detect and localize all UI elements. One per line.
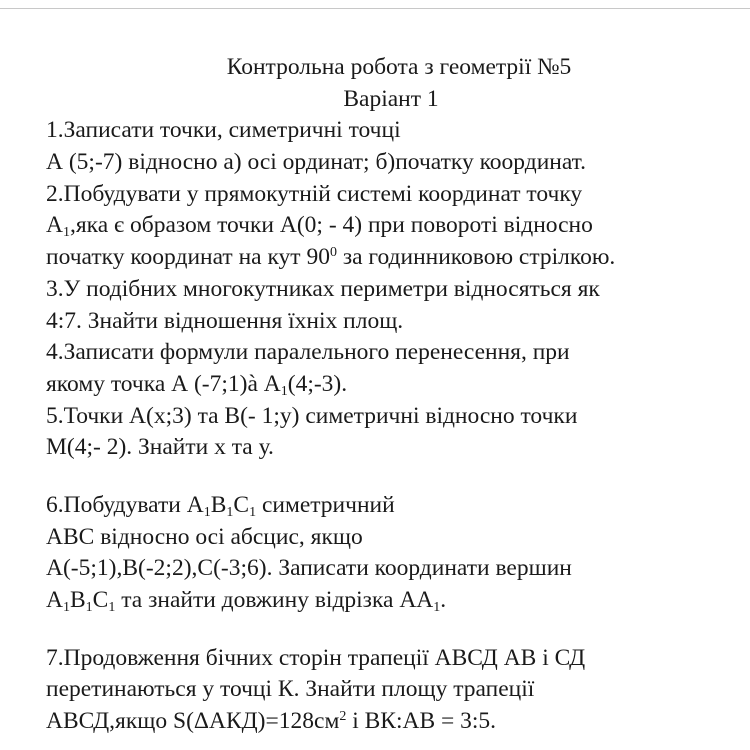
task-7-line-3 bbox=[46, 706, 736, 738]
test-document bbox=[46, 52, 736, 738]
text: А bbox=[46, 212, 63, 239]
text: . bbox=[440, 587, 447, 613]
text: 6.Побудувати А bbox=[46, 491, 204, 518]
text: і ВК:АВ = 3:5. bbox=[346, 708, 497, 735]
text: якому точка А (-7;1)à А bbox=[46, 370, 281, 397]
subscript: 1 bbox=[108, 600, 116, 615]
task-5-line-1: 5.Точки А(х;3) та В(- 1;у) симетричні відносно точки bbox=[46, 402, 578, 429]
task-4-line-2 bbox=[46, 369, 736, 401]
task-6-line-4 bbox=[46, 585, 736, 617]
task-7-line-1: 7.Продовження бічних сторін трапеції АВСД АВ і СД bbox=[46, 644, 586, 671]
subscript: 1 bbox=[249, 504, 257, 520]
superscript: 0 bbox=[329, 245, 337, 261]
subscript: 1 bbox=[85, 600, 93, 615]
task-7 bbox=[46, 643, 736, 738]
text: та знайти довжину відрізка АА bbox=[115, 587, 434, 613]
task-6-line-1 bbox=[46, 490, 736, 522]
task-6 bbox=[46, 490, 736, 617]
task-1-line-1: 1.Записати точки, симетричні точці bbox=[46, 117, 401, 144]
superscript: 2 bbox=[339, 709, 347, 725]
subscript: 1 bbox=[62, 600, 70, 615]
text: ,яка є образом точки А(0; - 4) при повороті відносно bbox=[69, 212, 593, 239]
task-1 bbox=[46, 115, 736, 178]
task-3-line-2: 4:7. Знайти відношення їхніх площ. bbox=[46, 307, 404, 334]
task-5 bbox=[46, 401, 736, 464]
task-7-line-2: перетинаються у точці К. Знайти площу трапеції bbox=[46, 676, 535, 703]
task-3 bbox=[46, 274, 736, 337]
text: С bbox=[92, 587, 109, 613]
task-1-line-2: А (5;-7) відносно а) осі ординат; б)початку координат. bbox=[46, 149, 587, 176]
text: за годинниковою стрілкою. bbox=[336, 244, 616, 271]
subscript: 1 bbox=[433, 600, 441, 615]
text: симетричний bbox=[256, 491, 395, 518]
task-2-line-2 bbox=[46, 210, 736, 242]
subscript: 1 bbox=[280, 383, 288, 399]
task-3-line-1: 3.У подібних многокутниках периметри відносяться як bbox=[46, 275, 600, 302]
variant-label: Варіант 1 bbox=[343, 85, 439, 112]
spacer bbox=[46, 464, 736, 490]
text: АВСД,якщо S(ΔАКД)=128см bbox=[46, 708, 340, 735]
document-title: Контрольна робота з геометрії №5 bbox=[226, 54, 572, 80]
text: В bbox=[210, 491, 227, 518]
text: А bbox=[46, 587, 63, 613]
task-4 bbox=[46, 337, 736, 400]
task-5-line-2: М(4;- 2). Знайти х та у. bbox=[46, 434, 274, 461]
subscript: 1 bbox=[226, 504, 234, 520]
spacer bbox=[46, 617, 736, 643]
subscript: 1 bbox=[203, 504, 211, 520]
text: (4;-3). bbox=[287, 370, 348, 397]
text: С bbox=[233, 491, 250, 518]
task-4-line-1: 4.Записати формули паралельного перенесення, при bbox=[46, 339, 570, 366]
subscript: 1 bbox=[62, 225, 70, 241]
task-6-line-3: А(-5;1),В(-2;2),С(-3;6). Записати координати вершин bbox=[46, 555, 572, 582]
task-2-line-3 bbox=[46, 242, 736, 274]
task-6-line-2: АВС відносно осі абсцис, якщо bbox=[46, 523, 363, 550]
task-2 bbox=[46, 179, 736, 274]
text: В bbox=[69, 587, 86, 613]
task-2-line-1: 2.Побудувати у прямокутній системі координат точку bbox=[46, 180, 583, 207]
text: початку координат на кут 90 bbox=[46, 244, 330, 271]
top-divider bbox=[0, 8, 750, 9]
